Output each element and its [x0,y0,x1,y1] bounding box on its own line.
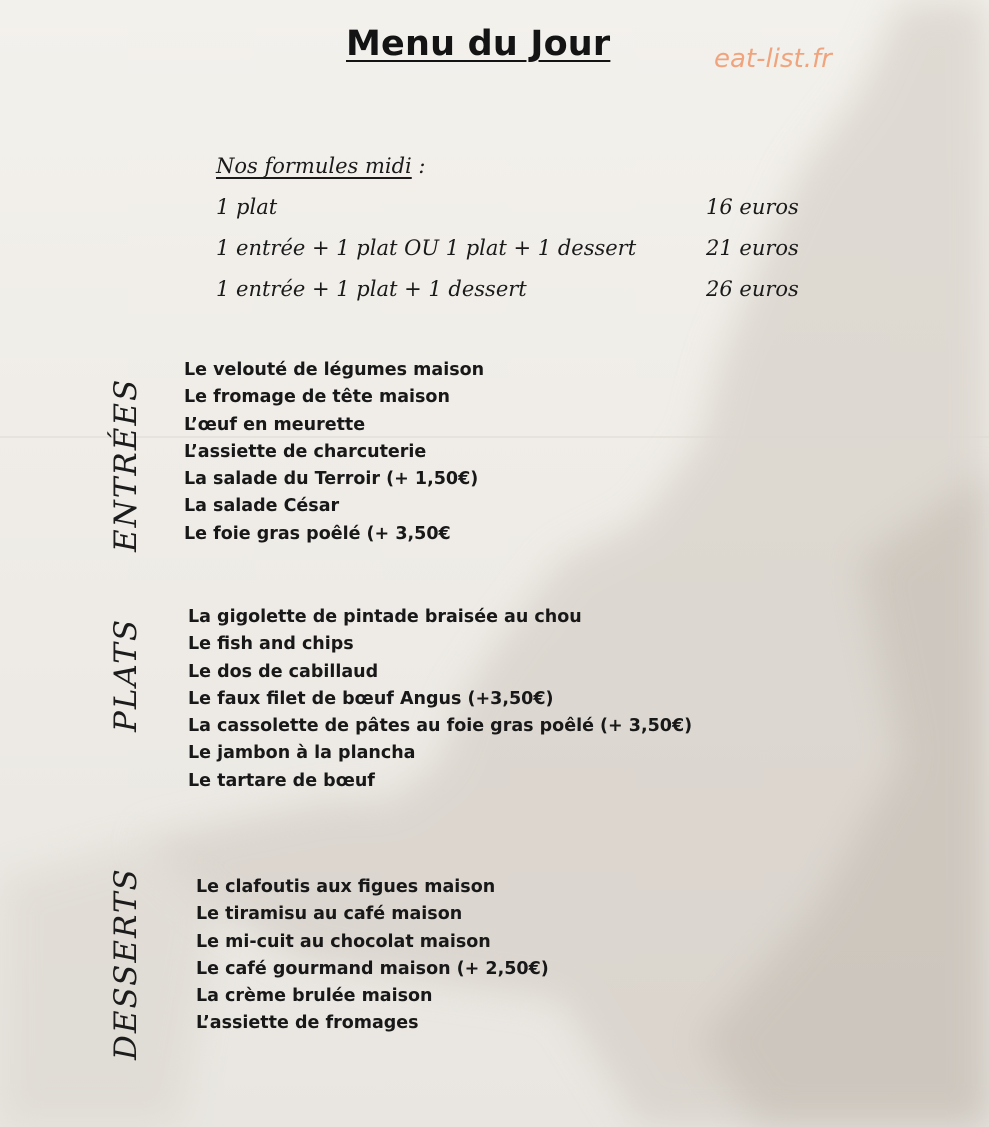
formulas-heading: Nos formules midi : [216,154,426,178]
formula-label: 1 plat [216,194,278,219]
section-label-plats: PLATS [108,617,144,732]
lunch-formulas [216,154,836,309]
desserts-list [196,874,549,1038]
formula-price: 16 euros [706,194,799,219]
menu-item: Le fish and chips [188,634,354,655]
formula-row [216,186,836,227]
menu-title: Menu du Jour [346,24,611,64]
formula-row [216,268,836,309]
menu-item: La salade du Terroir (+ 1,50€) [184,469,479,490]
entrees-list [184,357,484,548]
formula-label: 1 entrée + 1 plat + 1 dessert [216,276,527,301]
watermark: eat-list.fr [714,44,832,74]
menu-item: Le velouté de légumes maison [184,360,485,380]
menu-item: Le mi-cuit au chocolat maison [196,931,491,952]
section-label-desserts: DESSERTS [108,867,144,1060]
menu-item: Le foie gras poêlé (+ 3,50€ [184,523,451,544]
menu-item: Le tiramisu au café maison [196,904,463,925]
formula-row [216,227,836,268]
menu-item: Le jambon à la plancha [188,743,416,764]
plats-list [188,604,692,795]
menu-item: La gigolette de pintade braisée au chou [188,607,582,627]
menu-item: La cassolette de pâtes au foie gras poêlé (+ 3,50€) [188,716,693,737]
menu-item: Le clafoutis aux figues maison [196,877,496,897]
menu-item: La crème brulée maison [196,986,433,1007]
formula-price: 21 euros [706,235,799,260]
menu-item: L’œuf en meurette [184,414,366,435]
menu-item: L’assiette de fromages [196,1013,419,1034]
menu-item: La salade César [184,496,340,517]
formula-label: 1 entrée + 1 plat OU 1 plat + 1 dessert [216,235,637,260]
formula-price: 26 euros [706,276,799,301]
menu-item: Le tartare de bœuf [188,770,375,791]
menu-item: Le dos de cabillaud [188,661,379,682]
menu-item: Le fromage de tête maison [184,387,450,408]
menu-item: Le café gourmand maison (+ 2,50€) [196,958,549,979]
section-label-entrees: ENTRÉES [108,377,144,552]
menu-item: L’assiette de charcuterie [184,441,427,462]
menu-item: Le faux filet de bœuf Angus (+3,50€) [188,688,554,709]
